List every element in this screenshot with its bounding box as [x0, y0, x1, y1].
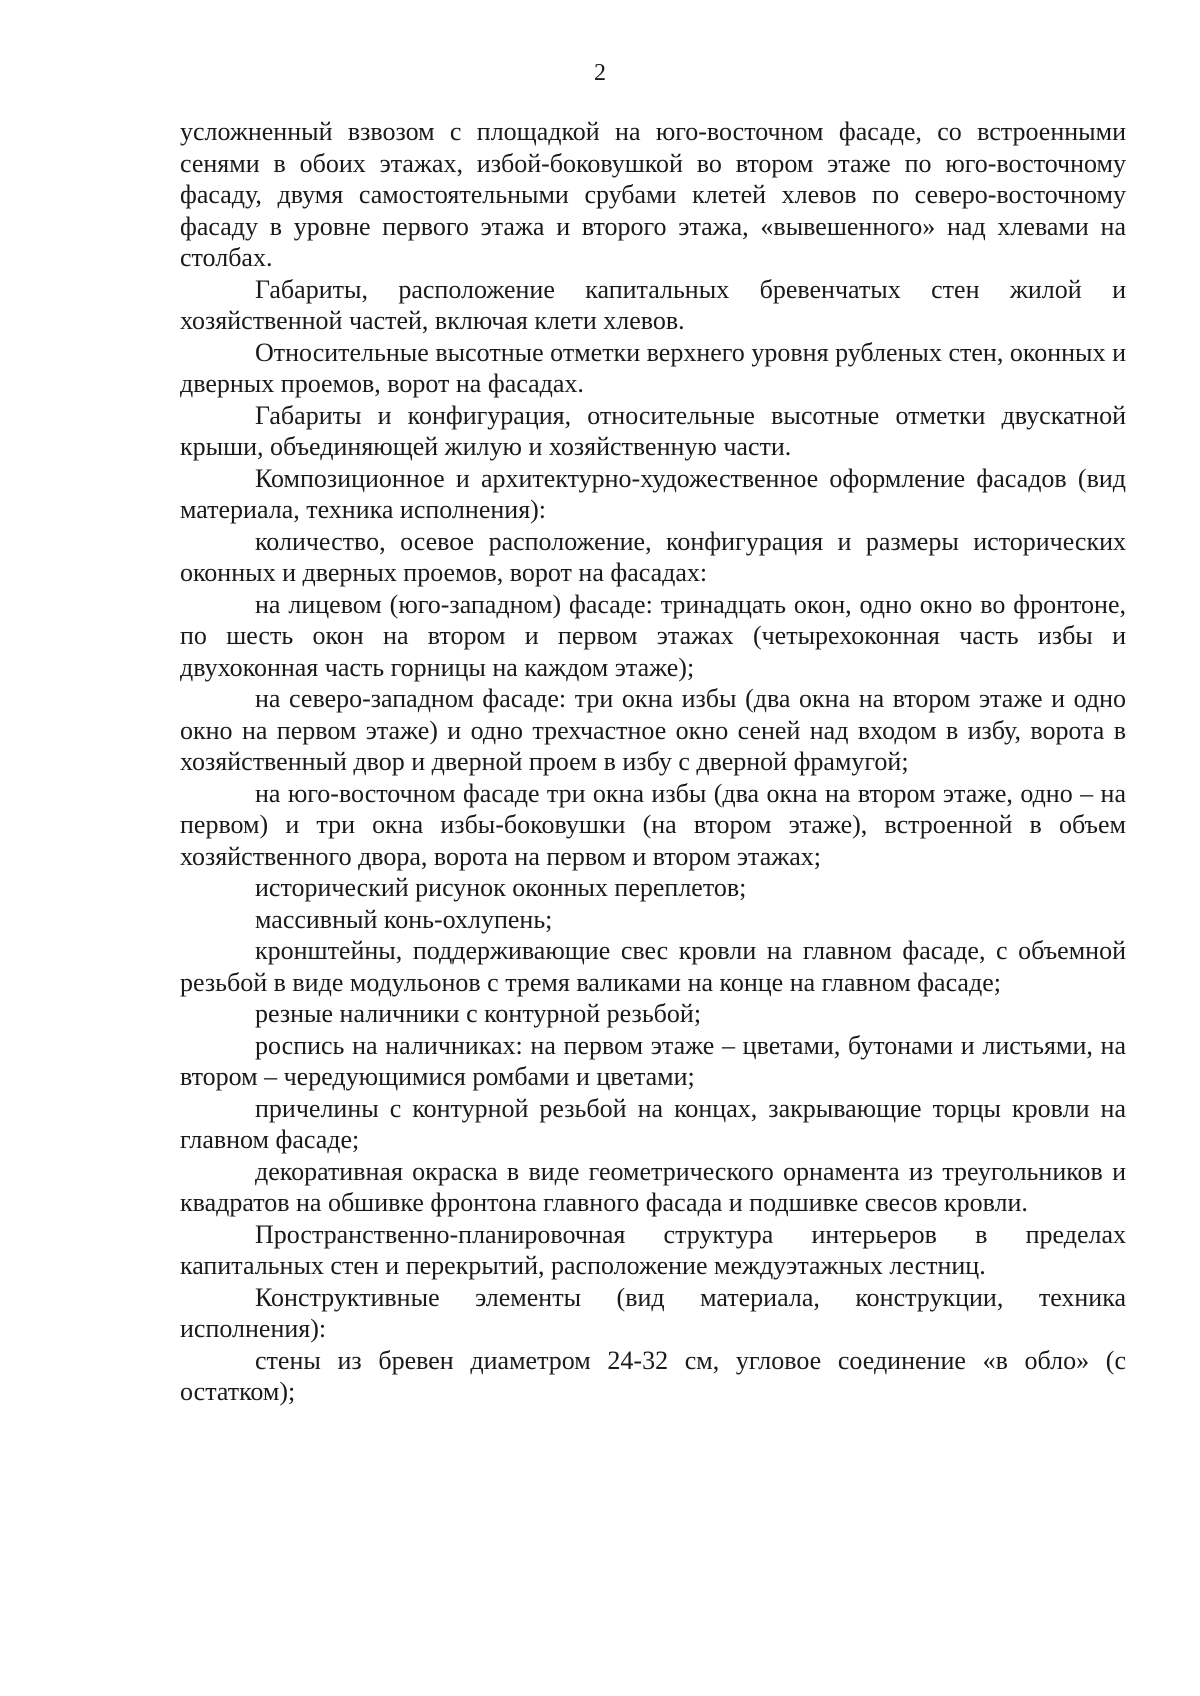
paragraph-roof: Габариты и конфигурация, относительные высотные отметки двускатной крыши, объединяющей жилую и хозяйственную части.	[180, 400, 1126, 461]
list-item-southwest-facade: на лицевом (юго-западном) фасаде: тринадцать окон, одно окно во фронтоне, по шесть окон на втором и первом этажах (четырехоконная часть избы и двухоконная часть горницы на каждом этаже);	[180, 589, 1126, 682]
paragraph-structural-elements: Конструктивные элементы (вид материала, конструкции, техника исполнения):	[180, 1282, 1126, 1343]
list-item-brackets: кронштейны, поддерживающие свес кровли на главном фасаде, с объемной резьбой в виде модульонов с тремя валиками на конце на главном фасаде;	[180, 936, 1126, 997]
list-item-openings: количество, осевое расположение, конфигурация и размеры исторических оконных и дверных проемов, ворот на фасадах:	[180, 526, 1126, 587]
list-item-window-frames: исторический рисунок оконных переплетов;	[255, 873, 747, 902]
list-item-decorative-paint: декоративная окраска в виде геометрического орнамента из треугольников и квадратов на обшивке фронтона главного фасада и подшивке свесов кровли.	[180, 1156, 1126, 1217]
paragraph-dimensions-walls: Габариты, расположение капитальных бревенчатых стен жилой и хозяйственной частей, включая клети хлевов.	[180, 274, 1126, 335]
paragraph-interior-structure: Пространственно-планировочная структура интерьеров в пределах капитальных стен и перекрытий, расположение междуэтажных лестниц.	[180, 1219, 1126, 1280]
list-item-carved-frames: резные наличники с контурной резьбой;	[255, 999, 702, 1028]
list-item-barge-boards: причелины с контурной резьбой на концах, закрывающие торцы кровли на главном фасаде;	[180, 1093, 1126, 1154]
list-item-southeast-facade: на юго-восточном фасаде три окна избы (два окна на втором этаже, одно – на первом) и три окна избы-боковушки (на втором этаже), встроенной в объем хозяйственного двора, ворота на первом и втором этажах;	[180, 778, 1126, 871]
list-item-northwest-facade: на северо-западном фасаде: три окна избы (два окна на втором этаже и одно окно на первом этаже) и одно трехчастное окно сеней над входом в избу, ворота в хозяйственный двор и дверной проем в избу с дверной фрамугой;	[180, 684, 1126, 776]
list-item-painting: роспись на наличниках: на первом этаже – цветами, бутонами и листьями, на втором – чередующимися ромбами и цветами;	[180, 1030, 1126, 1091]
paragraph-continuation: усложненный взвозом с площадкой на юго-восточном фасаде, со встроенными сенями в обоих этажах, избой-боковушкой во втором этаже по юго-восточному фасаду, двумя самостоятельными срубами клетей хлевов по северо-восточному фасаду в уровне первого этажа и второго этажа, «вывешенного» над хлевами на столбах.	[180, 117, 1126, 272]
list-item-log-walls: стены из бревен диаметром 24-32 см, угловое соединение «в обло» (с остатком);	[180, 1345, 1126, 1406]
list-item-ridge: массивный конь-охлупень;	[255, 904, 553, 934]
page-number: 2	[594, 60, 606, 86]
document-body	[180, 116, 1126, 1408]
paragraph-height-marks: Относительные высотные отметки верхнего уровня рубленых стен, оконных и дверных проемов, ворот на фасадах.	[180, 337, 1126, 398]
paragraph-facade-design: Композиционное и архитектурно-художественное оформление фасадов (вид материала, техника исполнения):	[180, 463, 1126, 524]
